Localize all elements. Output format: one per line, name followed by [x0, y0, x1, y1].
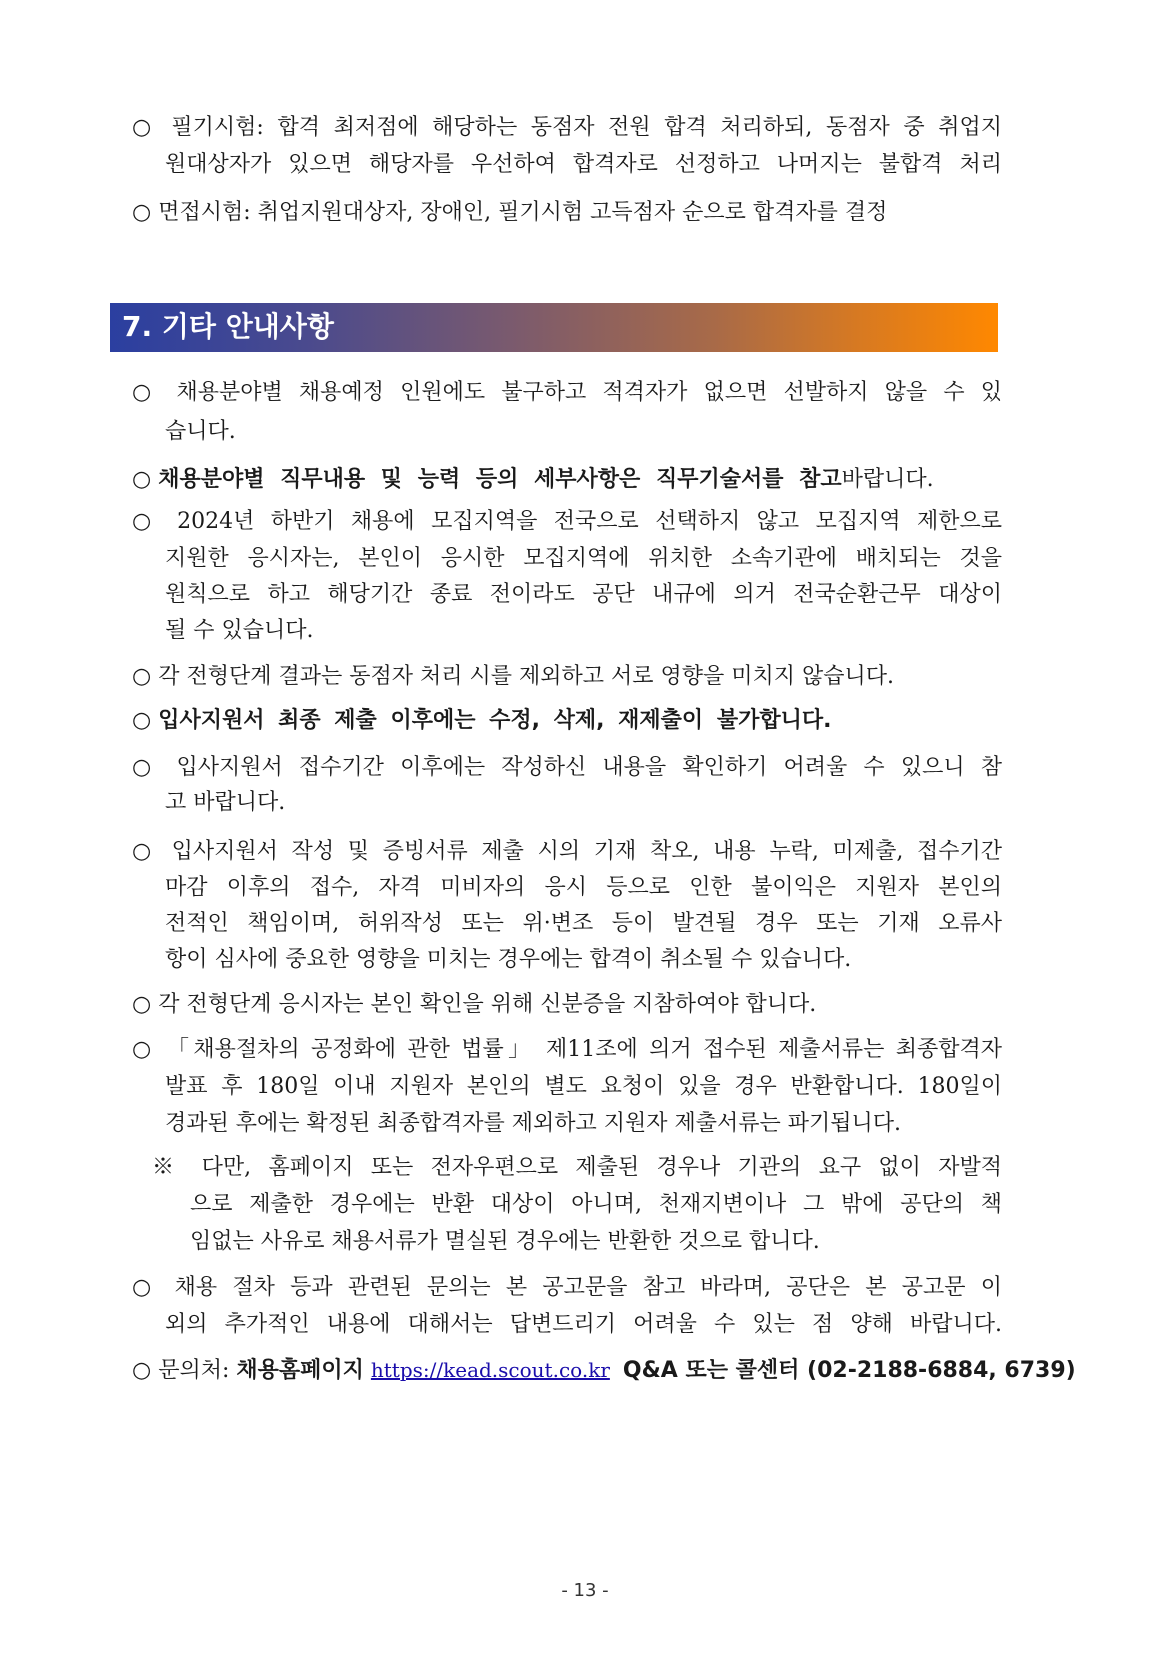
bullet-circle-icon: ○: [132, 509, 161, 534]
note-item-continuation: 임없는 사유로 채용서류가 멸실된 경우에는 반환한 것으로 합니다.: [190, 1229, 820, 1254]
list-item-continuation: 전적인 책임이며, 허위작성 또는 위·변조 등이 발견될 경우 또는 기재 오류사: [165, 911, 1002, 936]
contact-label: 문의처:: [158, 1358, 230, 1383]
section-title: 7. 기타 안내사항: [122, 310, 334, 343]
bullet-circle-icon: ○: [132, 708, 152, 733]
list-item-continuation: 습니다.: [165, 419, 236, 444]
note-item-continuation: 으로 제출한 경우에는 반환 대상이 아니며, 천재지변이나 그 밖에 공단의 책: [190, 1192, 1002, 1217]
contact-site-label: 채용홈페이지: [236, 1358, 364, 1383]
contact-item: [132, 1355, 1076, 1386]
list-item-continuation: 될 수 있습니다.: [165, 618, 314, 643]
note-item: ※ 다만, 홈페이지 또는 전자우편으로 제출된 경우나 기관의 요구 없이 자발적: [152, 1155, 1002, 1180]
note-mark-icon: ※: [152, 1155, 185, 1180]
list-item: ○ 입사지원서 작성 및 증빙서류 제출 시의 기재 착오, 내용 누락, 미제출, 접수기간: [132, 839, 1003, 864]
bullet-circle-icon: ○: [132, 992, 152, 1017]
emphasis-text: 채용분야별 직무내용 및 능력 등의 세부사항은 직무기술서를 참고: [158, 467, 842, 492]
list-item: ○ 각 전형단계 결과는 동점자 처리 시를 제외하고 서로 영향을 미치지 않습니다.: [132, 664, 894, 689]
list-item-continuation: 지원한 응시자는, 본인이 응시한 모집지역에 위치한 소속기관에 배치되는 것을: [165, 546, 1002, 571]
emphasis-text: 입사지원서 최종 제출 이후에는 수정, 삭제, 재제출이 불가합니다.: [158, 708, 832, 733]
list-item-continuation: 경과된 후에는 확정된 최종합격자를 제외하고 지원자 제출서류는 파기됩니다.: [165, 1111, 902, 1136]
bullet-circle-icon: ○: [132, 1037, 156, 1062]
bullet-circle-icon: ○: [132, 1358, 152, 1383]
list-item: ○ 필기시험: 합격 최저점에 해당하는 동점자 전원 합격 처리하되, 동점자 중 취업지: [132, 115, 1002, 140]
bullet-circle-icon: ○: [132, 200, 152, 225]
list-item: ○ 2024년 하반기 채용에 모집지역을 전국으로 선택하지 않고 모집지역 제한으로: [132, 509, 1003, 534]
list-item: ○ 채용분야별 채용예정 인원에도 불구하고 적격자가 없으면 선발하지 않을 수 있: [132, 380, 1002, 405]
section-header: [110, 303, 998, 352]
bullet-circle-icon: ○: [132, 380, 161, 405]
bullet-circle-icon: ○: [132, 755, 161, 780]
list-item: [132, 706, 1002, 736]
page-number: - 13 -: [561, 1580, 609, 1601]
list-item: ○ 채용분야별 직무내용 및 능력 등의 세부사항은 직무기술서를 참고바랍니다.: [132, 467, 934, 492]
list-item: ○ 면접시험: 취업지원대상자, 장애인, 필기시험 고득점자 순으로 합격자를 결정: [132, 200, 888, 225]
list-item-continuation: 마감 이후의 접수, 자격 미비자의 응시 등으로 인한 불이익은 지원자 본인의: [165, 875, 1002, 900]
bullet-circle-icon: ○: [132, 115, 158, 140]
contact-phone: Q&A 또는 콜센터 (02-2188-6884, 6739): [622, 1358, 1076, 1383]
list-item: ○ 「채용절차의 공정화에 관한 법률」 제11조에 의거 접수된 제출서류는 최종합격자: [132, 1037, 1002, 1062]
list-item: ○ 채용 절차 등과 관련된 문의는 본 공고문을 참고 바라며, 공단은 본 공고문 이: [132, 1275, 1002, 1300]
list-item-continuation: 발표 후 180일 이내 지원자 본인의 별도 요청이 있을 경우 반환합니다. 180일이: [165, 1074, 1002, 1099]
bullet-circle-icon: ○: [132, 467, 152, 492]
list-item: ○ 각 전형단계 응시자는 본인 확인을 위해 신분증을 지참하여야 합니다.: [132, 992, 817, 1017]
list-item-continuation: 원대상자가 있으면 해당자를 우선하여 합격자로 선정하고 나머지는 불합격 처리: [165, 152, 1002, 177]
bullet-circle-icon: ○: [132, 839, 158, 864]
list-item-continuation: 외의 추가적인 내용에 대해서는 답변드리기 어려울 수 있는 점 양해 바랍니다.: [165, 1312, 1002, 1337]
list-item-continuation: 항이 심사에 중요한 영향을 미치는 경우에는 합격이 취소될 수 있습니다.: [165, 947, 852, 972]
recruitment-homepage-link[interactable]: https://kead.scout.co.kr: [370, 1358, 610, 1382]
list-item-continuation: 원칙으로 하고 해당기간 종료 전이라도 공단 내규에 의거 전국순환근무 대상이: [165, 582, 1002, 607]
bullet-circle-icon: ○: [132, 1275, 160, 1300]
list-item: ○ 입사지원서 접수기간 이후에는 작성하신 내용을 확인하기 어려울 수 있으니 참: [132, 755, 1002, 780]
bullet-circle-icon: ○: [132, 664, 152, 689]
list-item-continuation: 고 바랍니다.: [165, 790, 286, 815]
